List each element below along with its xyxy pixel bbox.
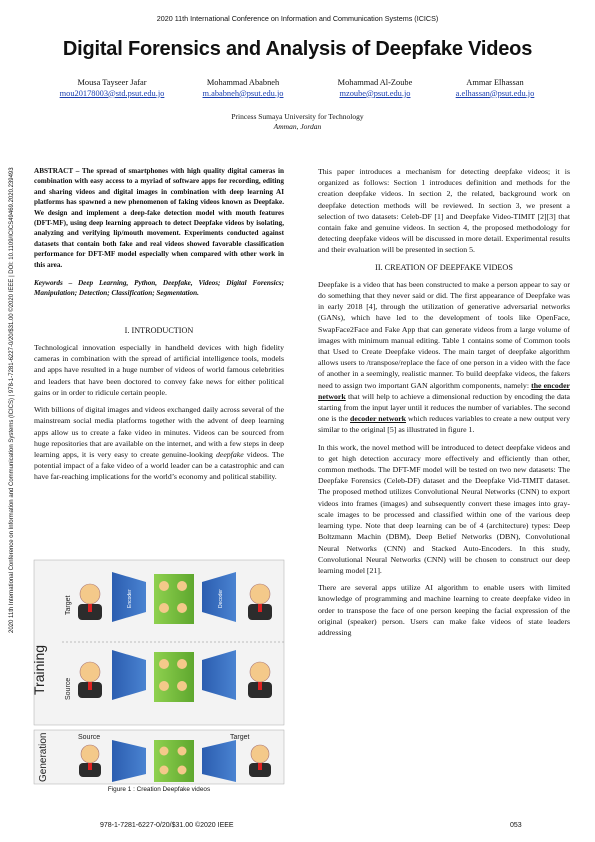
affiliation-location: Amman, Jordan bbox=[273, 122, 322, 131]
paper-title: Digital Forensics and Analysis of Deepfake Videos bbox=[62, 38, 533, 60]
affiliation-institution: Princess Sumaya University for Technology bbox=[231, 112, 364, 121]
figure-deepfake-creation bbox=[31, 560, 284, 792]
creation-text: Deepfake is a video that has been constructed to make a person appear to say or do something that they never said or did. The first appearance of Deepfake was in early 2018 [4], through the utilization of generative adversarial networks (GANs), which have led to the development of tools like OpenFace, SwapFace2Face and Fake App that can generate videos from a large volume of images with minimum manual editing. Table 1 contains some of Common tools that Used to Create Deepfake videos. The main target of deepfake algorithm allows users to /transpose/replace the face of one person in a video with the face of another in a seemingly, realistic manner. To build deepfake videos, the fakers need to assign two important GAN algorithm components, namely: bbox=[318, 279, 570, 390]
abstract: ABSTRACT – The spread of smartphones with high quality digital cameras in combination with easy access to a myriad of software apps for recording, editing and sharing videos and digital images in combination with deep learning AI platforms has spawned a new phenomenon of faking videos known as Deepfake. We design and implement a deep-fake detection model with mouth features (DFT-MF), using deep learning approach to detect Deepfake videos by isolating, analyzing and verifying lip/mouth movement. Experiments conducted against datasets that contain both fake and real videos showed favorable classification performance for DFT-MF model especially when compared with other work in this area. bbox=[34, 167, 284, 269]
author-3 bbox=[305, 78, 445, 99]
label-encoder: Encoder bbox=[127, 589, 133, 608]
section-heading-creation: II. CREATION OF DEEPFAKE VIDEOS bbox=[375, 262, 513, 272]
side-doi-stamp: 2020 11th International Conference on Information and Communication Systems (ICICS) | 978-1-7281-6227-0/20/$31.00 ©2020 IEEE | DOI: 10.1109/ICICS49469.2020.239493 bbox=[9, 167, 15, 633]
creation-paragraph-3: There are several apps utilize AI algorithm to enable users with limited knowledge of programming and machine learning to create deepfake video in order to transpose the face of one person keeping the facial expression of the original (speaker) person. Users can make fake videos of state leaders addressing bbox=[318, 583, 570, 637]
creation-text: which reduces variables to create a new output very similar to the original [5] as illustrated in figure 1. bbox=[318, 414, 570, 435]
label-source: Source bbox=[65, 677, 72, 700]
author-email-link[interactable]: a.elhassan@psut.edu.jo bbox=[455, 88, 535, 98]
author-email-link[interactable]: mzoube@psut.edu.jo bbox=[339, 88, 411, 98]
creation-text: that will help to achieve a dimensional reduction by encoding the data starting from the input layer until it reduces the number of variables. The second one is the bbox=[318, 391, 570, 424]
author-name: Ammar Elhassan bbox=[466, 78, 524, 87]
figure-diagram bbox=[31, 560, 284, 792]
left-column bbox=[34, 166, 284, 489]
author-name: Mousa Tayseer Jafar bbox=[77, 78, 147, 87]
label-training: Training bbox=[31, 644, 47, 695]
author-email-link[interactable]: m.ababneh@psut.edu.jo bbox=[202, 88, 284, 98]
latent-faces-bottom-icon bbox=[154, 652, 194, 702]
label-target-generation: Target bbox=[230, 734, 250, 741]
author-name: Mohammad Al-Zoube bbox=[337, 78, 413, 87]
label-source-generation: Source bbox=[78, 734, 101, 741]
creation-paragraph-2: In this work, the novel method will be introduced to detect deepfake videos and to get high detection accuracy more effectively and efficiently than other, common methods. The DFT-MF model will be tested on two new datasets: The Deepfake Forensics (Celeb-DF) dataset and the Deepfake Vid-TIMIT dataset. The proposed method utilizes Convolutional Neural Networks (CNN) to export videos into frames (images) and subsequently convert these images into gray-scale images to be processed and classified within one of the various deep learning type. Note that deep learning can be of 4 (architecture) types: Deep Boltzmann Machin (DBM), Deep Belief Networks (DBN), Convolutional Neural Networks (CNN) and Stacked Auto-Encoders. In this study, Convolutional Neural Networks (CNN) will be chosen to construct our deep learning model [21]. bbox=[318, 442, 570, 575]
latent-faces-generation-icon bbox=[154, 740, 194, 782]
author-4 bbox=[425, 78, 565, 99]
creation-paragraph-1 bbox=[318, 279, 570, 436]
latent-faces-top-icon bbox=[154, 574, 194, 624]
label-target: Target bbox=[65, 595, 72, 615]
section-heading-introduction: I. INTRODUCTION bbox=[124, 325, 194, 335]
conference-header: 2020 11th International Conference on Information and Communication Systems (ICICS) bbox=[156, 14, 439, 23]
author-email-link[interactable]: mou20178003@std.psut.edu.jo bbox=[59, 88, 165, 98]
decoder-network-term: decoder network bbox=[350, 414, 407, 424]
affiliation bbox=[0, 112, 595, 132]
label-generation: Generation bbox=[38, 732, 49, 782]
author-2 bbox=[173, 78, 313, 99]
page-number: 053 bbox=[510, 822, 522, 829]
author-1 bbox=[42, 78, 182, 99]
keywords: Keywords – Deep Learning, Python, Deepfake, Videos; Digital Forensics; Manipulation; Detection; Classification; Segmentation. bbox=[34, 279, 284, 298]
deepfake-term: deepfake bbox=[215, 449, 244, 459]
intro-text: videos. The potential impact of a fake video of a world leader can be a catastrophic and can have far-reaching implications for the world’s economy and political stability. bbox=[34, 449, 285, 482]
intro-paragraph-1: Technological innovation especially in handheld devices with high fidelity cameras in combination with the spread of artificial intelligence tools, models and apps have resulted in a huge number of videos of world famous celebrities and leaders that have been doctored to convey fake news for either political gains or in order to ridicule certain people. bbox=[34, 343, 284, 397]
author-name: Mohammad Ababneh bbox=[206, 78, 280, 87]
intro-paragraph-2 bbox=[34, 404, 284, 482]
footer-isbn: 978-1-7281-6227-0/20/$31.00 ©2020 IEEE bbox=[100, 822, 234, 829]
right-column bbox=[318, 166, 570, 644]
paper-outline-paragraph: This paper introduces a mechanism for detecting deepfake videos; it is organized as follows: Section 1 introduces definition and methods for the creation deepfake videos. In section 2, the related, background work on deepfake detection methods will be reviewed. In section 3, we present a selection of two datasets: Celeb-DF [1] and Deepfake Video-TIMIT [2][3] that contain fake and genuine videos. In section 4, the proposed methodology for detecting deepfake videos will be discussed in more detail. Experimental results and their evaluation will be presented in section 5. bbox=[318, 167, 570, 255]
label-decoder: Decoder bbox=[218, 589, 224, 608]
intro-text: With billions of digital images and videos exchanged daily across several of the mainstream social media platforms together with the advent of deep learning apps allow us to create a fake video in minutes. Videos can be sourced from huge repositories that are available on the internet, and with a few steps in deep learning apps, it is very easy to create genuine-looking bbox=[34, 405, 284, 459]
figure-caption: Figure 1 : Creation Deepfake videos bbox=[107, 786, 211, 793]
encoder-network-term: the encoder network bbox=[318, 380, 570, 401]
